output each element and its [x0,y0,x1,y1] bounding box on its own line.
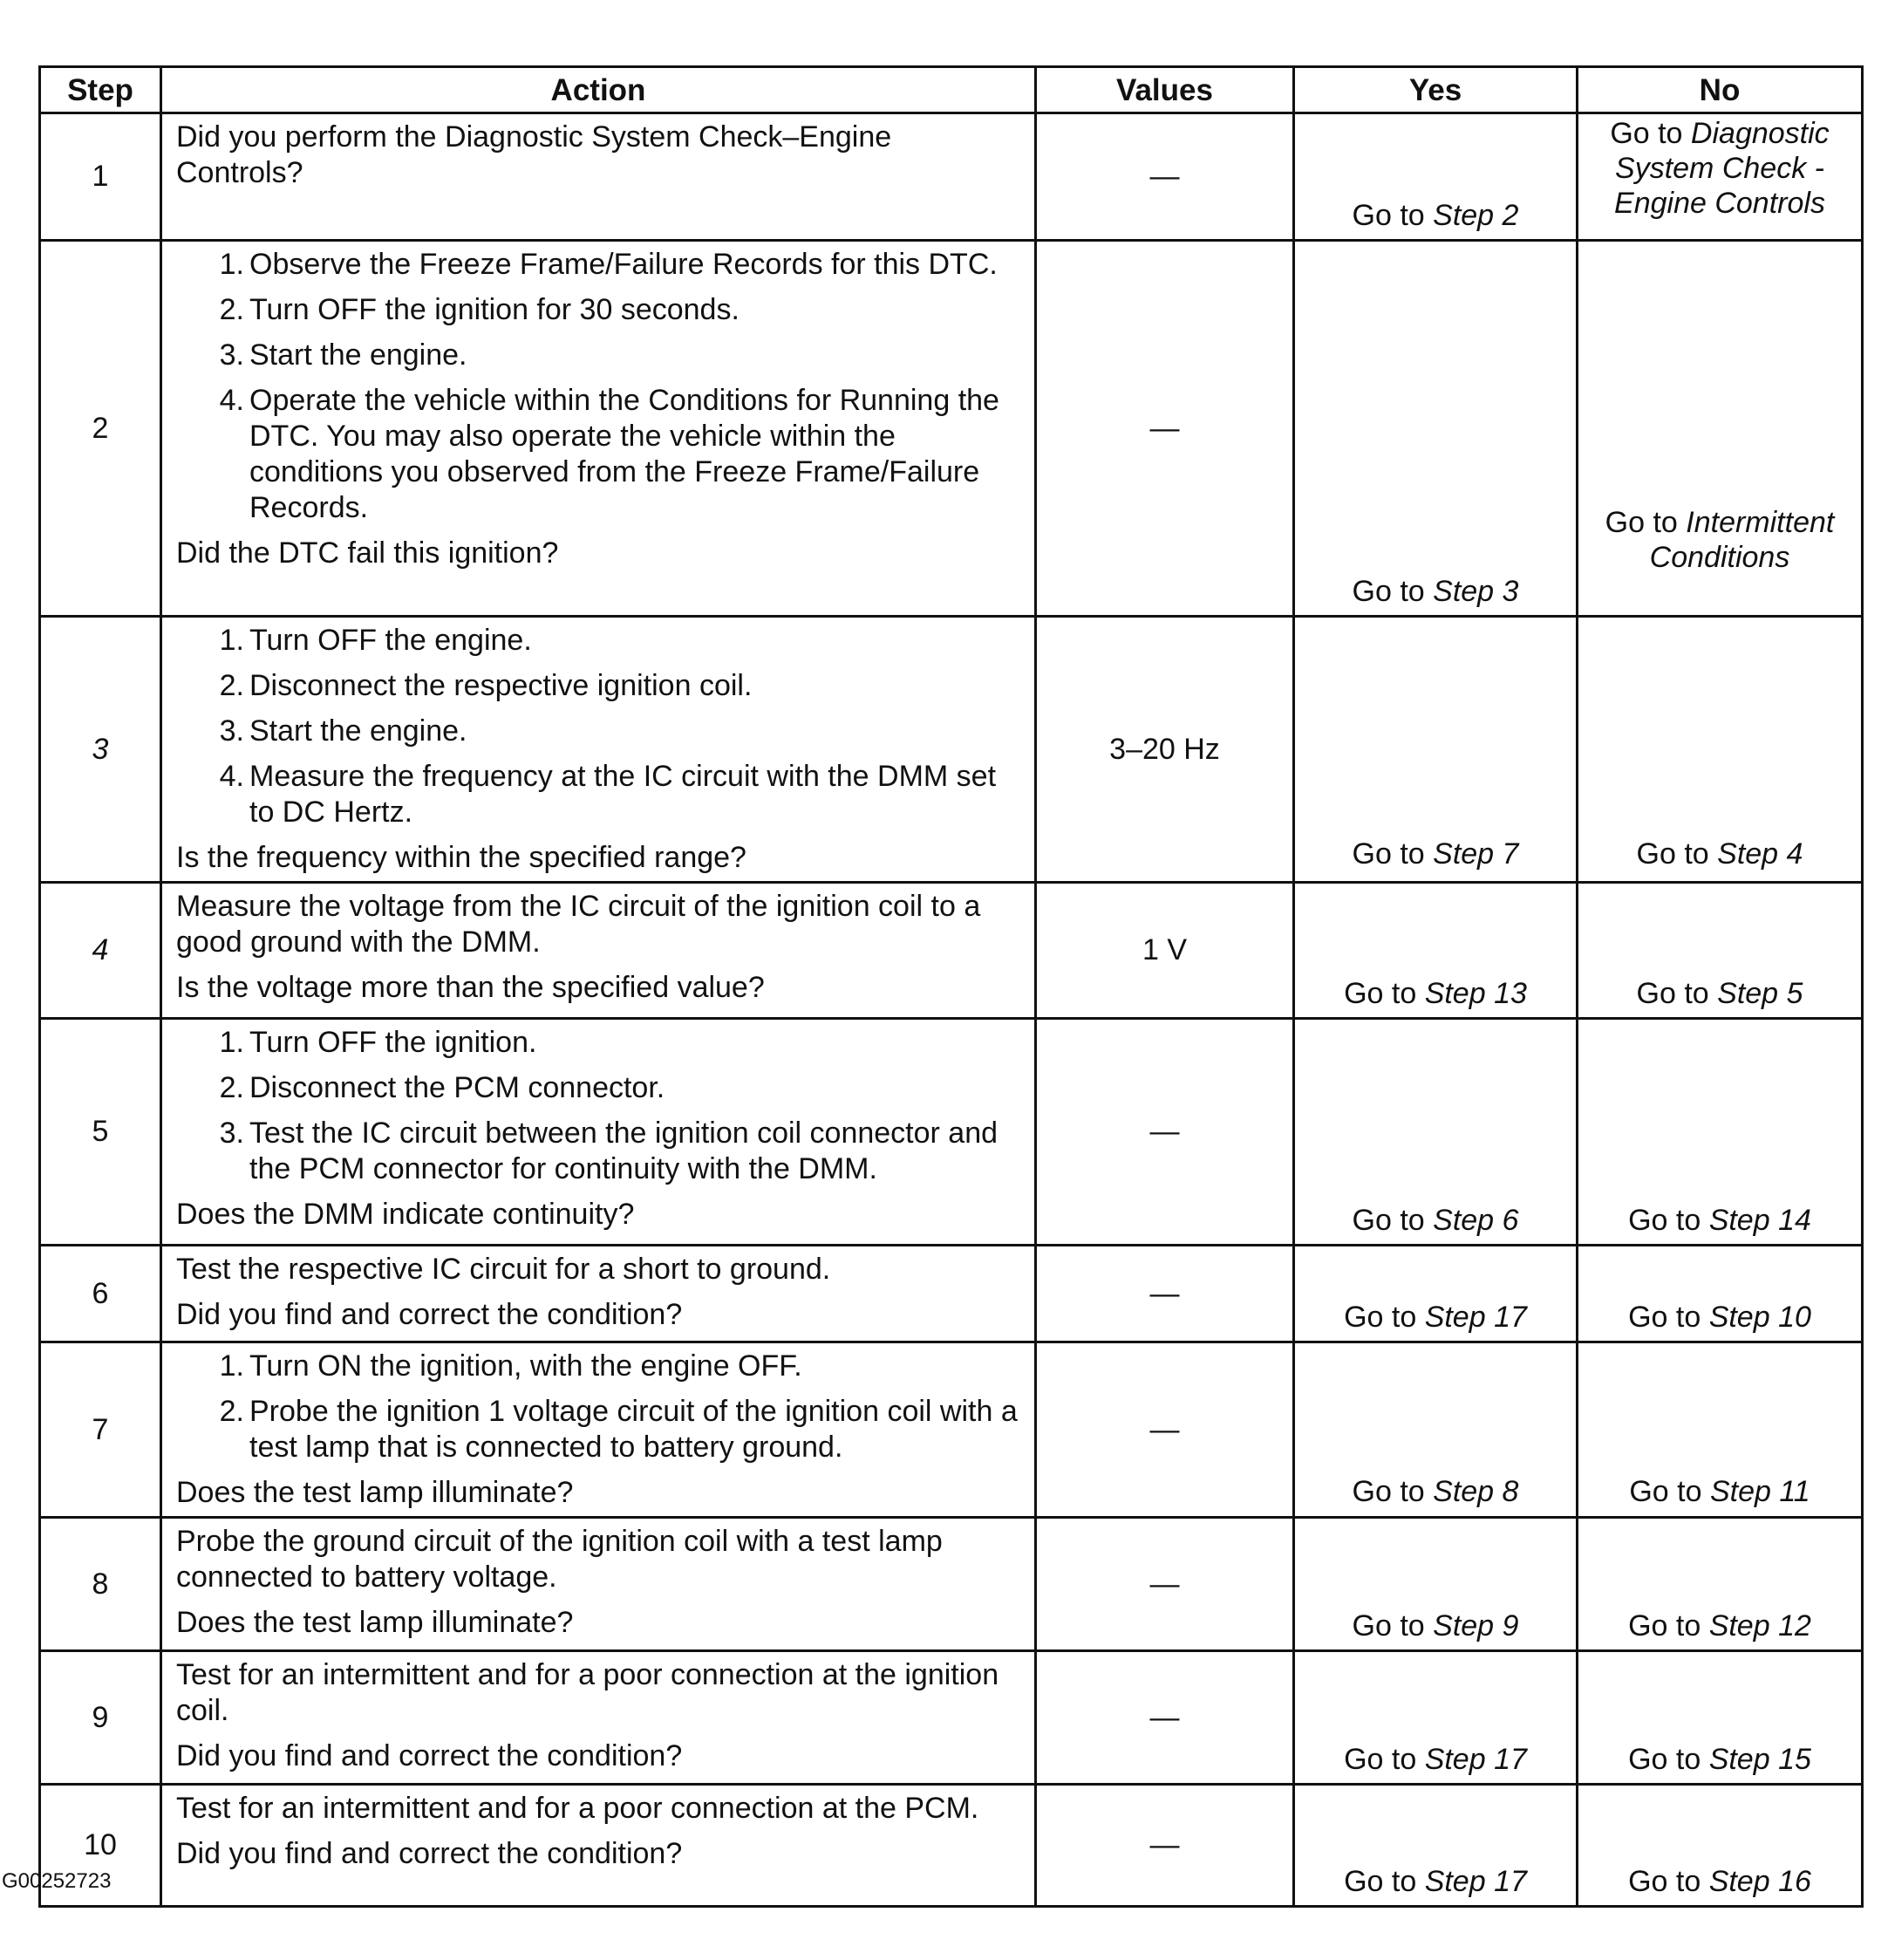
action-cell [161,1246,1036,1342]
no-cell [1578,113,1863,241]
procedure-step-number: 3. [219,338,244,372]
action-text: Test the respective IC circuit for a short to ground. [176,1253,831,1286]
go-to-reference: Step 17 [1424,1865,1527,1898]
procedure-step-number: 2. [219,669,244,702]
procedure-step-text: Turn ON the ignition, with the engine OFF. [249,1349,802,1383]
go-to-label: Go to [1352,1204,1434,1237]
yes-cell [1294,113,1578,241]
procedure-step [176,668,1022,704]
go-to-yes [1295,837,1576,872]
procedure-step-number: 2. [219,1071,244,1104]
procedure-step [176,1025,1022,1061]
action-question: Did you find and correct the condition? [176,1739,683,1772]
go-to-label: Go to [1636,977,1718,1010]
value-cell: — [1036,1785,1294,1907]
header-yes: Yes [1294,67,1578,113]
go-to-reference: Step 8 [1433,1475,1519,1508]
procedure-step-number: 4. [219,760,244,793]
action-cell [161,1518,1036,1651]
procedure-step-number: 3. [219,1117,244,1150]
table-row [40,1785,1863,1907]
yes-cell [1294,1651,1578,1785]
procedure-step-text: Disconnect the PCM connector. [249,1071,665,1104]
step-number: 7 [40,1342,161,1518]
go-to-yes [1295,1608,1576,1644]
procedure-step-number: 1. [219,1349,244,1383]
step-number: 1 [40,113,161,241]
go-to-no [1578,1474,1861,1510]
procedure-step-text: Turn OFF the engine. [249,624,532,657]
yes-cell [1294,1342,1578,1518]
figure-id: G00252723 [2,1869,112,1893]
no-cell [1578,1518,1863,1651]
procedure-step [176,1070,1022,1106]
go-to-label: Go to [1605,506,1687,539]
action-question: Did you find and correct the condition? [176,1298,683,1331]
go-to-label: Go to [1344,977,1425,1010]
procedure-step [176,1116,1022,1187]
go-to-no [1578,116,1861,221]
header-values: Values [1036,67,1294,113]
procedure-step [176,623,1022,659]
action-cell [161,113,1036,241]
step-number: 3 [40,617,161,883]
diagnostic-table [38,65,1864,1908]
action-cell [161,1651,1036,1785]
go-to-reference: Step 10 [1708,1301,1811,1334]
header-action: Action [161,67,1036,113]
procedure-step-text: Start the engine. [249,714,467,748]
action-question: Does the test lamp illuminate? [176,1606,574,1639]
procedure-step [176,247,1022,283]
value-cell: — [1036,113,1294,241]
step-number: 2 [40,241,161,617]
go-to-yes [1295,198,1576,234]
procedure-step-text: Turn OFF the ignition for 30 seconds. [249,293,740,326]
go-to-reference: Step 16 [1708,1865,1811,1898]
procedure-step-number: 2. [219,293,244,326]
go-to-label: Go to [1352,837,1434,871]
procedure-step-number: 2. [219,1395,244,1428]
go-to-reference: Step 17 [1424,1301,1527,1334]
value-cell: — [1036,1518,1294,1651]
yes-cell [1294,1246,1578,1342]
value-cell: 3–20 Hz [1036,617,1294,883]
go-to-yes [1295,1474,1576,1510]
value-cell: 1 V [1036,883,1294,1019]
table-row [40,241,1863,617]
go-to-label: Go to [1352,199,1434,232]
yes-cell [1294,1019,1578,1246]
go-to-no [1578,837,1861,872]
step-number: 4 [40,883,161,1019]
go-to-no [1578,1864,1861,1900]
action-cell [161,617,1036,883]
procedure-step [176,1394,1022,1465]
procedure-step-text: Operate the vehicle within the Conditions for Running the DTC. You may also operate the vehicle within the conditions you observed from the Freeze Frame/Failure Records. [249,384,999,524]
go-to-label: Go to [1628,1204,1709,1237]
no-cell [1578,883,1863,1019]
yes-cell [1294,617,1578,883]
no-cell [1578,241,1863,617]
go-to-no [1578,1300,1861,1335]
go-to-yes [1295,574,1576,610]
procedure-step-text: Disconnect the respective ignition coil. [249,669,753,702]
procedure-step [176,759,1022,830]
table-row [40,1651,1863,1785]
go-to-reference: Step 6 [1433,1204,1519,1237]
value-cell: — [1036,1019,1294,1246]
value-cell: — [1036,1246,1294,1342]
action-cell [161,241,1036,617]
action-cell [161,1342,1036,1518]
procedure-step-text: Test the IC circuit between the ignition coil connector and the PCM connector for continuity with the DMM. [249,1117,999,1185]
value-cell: — [1036,1342,1294,1518]
procedure-step [176,714,1022,749]
table-row [40,1019,1863,1246]
procedure-list [176,1349,1022,1465]
action-question: Did you find and correct the condition? [176,1837,683,1870]
action-text: Measure the voltage from the IC circuit of the ignition coil to a good ground with the DMM. [176,890,981,959]
action-question: Does the test lamp illuminate? [176,1476,574,1509]
go-to-no [1578,1203,1861,1239]
go-to-reference: Step 11 [1709,1475,1810,1508]
table-row [40,1518,1863,1651]
action-question: Does the DMM indicate continuity? [176,1198,635,1231]
procedure-step-number: 4. [219,384,244,417]
yes-cell [1294,883,1578,1019]
no-cell [1578,1246,1863,1342]
procedure-step-text: Turn OFF the ignition. [249,1026,537,1059]
go-to-label: Go to [1628,1865,1709,1898]
action-text: Test for an intermittent and for a poor connection at the PCM. [176,1792,979,1825]
value-cell: — [1036,241,1294,617]
go-to-label: Go to [1628,1743,1709,1776]
step-number: 5 [40,1019,161,1246]
no-cell [1578,1342,1863,1518]
step-number: 6 [40,1246,161,1342]
go-to-yes [1295,1864,1576,1900]
procedure-step-text: Observe the Freeze Frame/Failure Records for this DTC. [249,248,998,281]
go-to-reference: Step 17 [1424,1743,1527,1776]
go-to-label: Go to [1352,575,1434,608]
go-to-reference: Step 4 [1717,837,1803,871]
procedure-list [176,247,1022,526]
procedure-step [176,338,1022,373]
go-to-reference: Intermittent Conditions [1649,506,1835,574]
go-to-reference: Step 13 [1424,977,1527,1010]
procedure-step [176,1349,1022,1384]
go-to-yes [1295,976,1576,1012]
action-cell [161,1019,1036,1246]
yes-cell [1294,1785,1578,1907]
action-cell [161,883,1036,1019]
procedure-step-number: 1. [219,248,244,281]
go-to-label: Go to [1629,1475,1710,1508]
go-to-reference: Step 7 [1433,837,1519,871]
go-to-label: Go to [1344,1865,1425,1898]
go-to-reference: Step 3 [1433,575,1519,608]
go-to-reference: Step 2 [1433,199,1519,232]
procedure-step [176,292,1022,328]
yes-cell [1294,241,1578,617]
table-row [40,617,1863,883]
go-to-reference: Step 5 [1717,977,1803,1010]
go-to-reference: Step 14 [1708,1204,1811,1237]
procedure-step-text: Measure the frequency at the IC circuit with the DMM set to DC Hertz. [249,760,997,829]
go-to-reference: Diagnostic System Check - Engine Controls [1614,117,1830,220]
no-cell [1578,1785,1863,1907]
action-question: Did the DTC fail this ignition? [176,536,559,570]
no-cell [1578,1651,1863,1785]
no-cell [1578,1019,1863,1246]
go-to-reference: Step 9 [1433,1609,1519,1642]
procedure-step [176,383,1022,526]
action-question: Is the frequency within the specified range? [176,841,746,874]
go-to-label: Go to [1628,1609,1709,1642]
action-question: Is the voltage more than the specified value? [176,971,765,1004]
go-to-label: Go to [1344,1301,1425,1334]
header-step: Step [40,67,161,113]
table-row [40,1246,1863,1342]
procedure-list [176,623,1022,830]
go-to-no [1578,976,1861,1012]
go-to-no [1578,1608,1861,1644]
go-to-label: Go to [1628,1301,1709,1334]
go-to-label: Go to [1344,1743,1425,1776]
value-cell: — [1036,1651,1294,1785]
action-cell [161,1785,1036,1907]
procedure-list [176,1025,1022,1187]
go-to-label: Go to [1610,117,1691,150]
go-to-no [1578,505,1861,575]
go-to-label: Go to [1352,1475,1434,1508]
procedure-step-text: Start the engine. [249,338,467,372]
step-number: 10 [40,1785,161,1907]
no-cell [1578,617,1863,883]
action-text: Test for an intermittent and for a poor connection at the ignition coil. [176,1658,999,1727]
go-to-label: Go to [1636,837,1718,871]
yes-cell [1294,1518,1578,1651]
procedure-step-number: 1. [219,624,244,657]
go-to-yes [1295,1203,1576,1239]
step-number: 8 [40,1518,161,1651]
go-to-label: Go to [1352,1609,1434,1642]
header-no: No [1578,67,1863,113]
action-text: Probe the ground circuit of the ignition coil with a test lamp connected to battery voltage. [176,1525,943,1594]
procedure-step-text: Probe the ignition 1 voltage circuit of the ignition coil with a test lamp that is connected to battery ground. [249,1395,1018,1464]
go-to-reference: Step 15 [1708,1743,1811,1776]
procedure-step-number: 1. [219,1026,244,1059]
procedure-step-number: 3. [219,714,244,748]
action-text: Did you perform the Diagnostic System Check–Engine Controls? [176,120,892,189]
table-row [40,1342,1863,1518]
go-to-yes [1295,1742,1576,1778]
go-to-no [1578,1742,1861,1778]
table-row [40,113,1863,241]
go-to-reference: Step 12 [1708,1609,1811,1642]
go-to-yes [1295,1300,1576,1335]
header-row [40,67,1863,113]
step-number: 9 [40,1651,161,1785]
table-row [40,883,1863,1019]
